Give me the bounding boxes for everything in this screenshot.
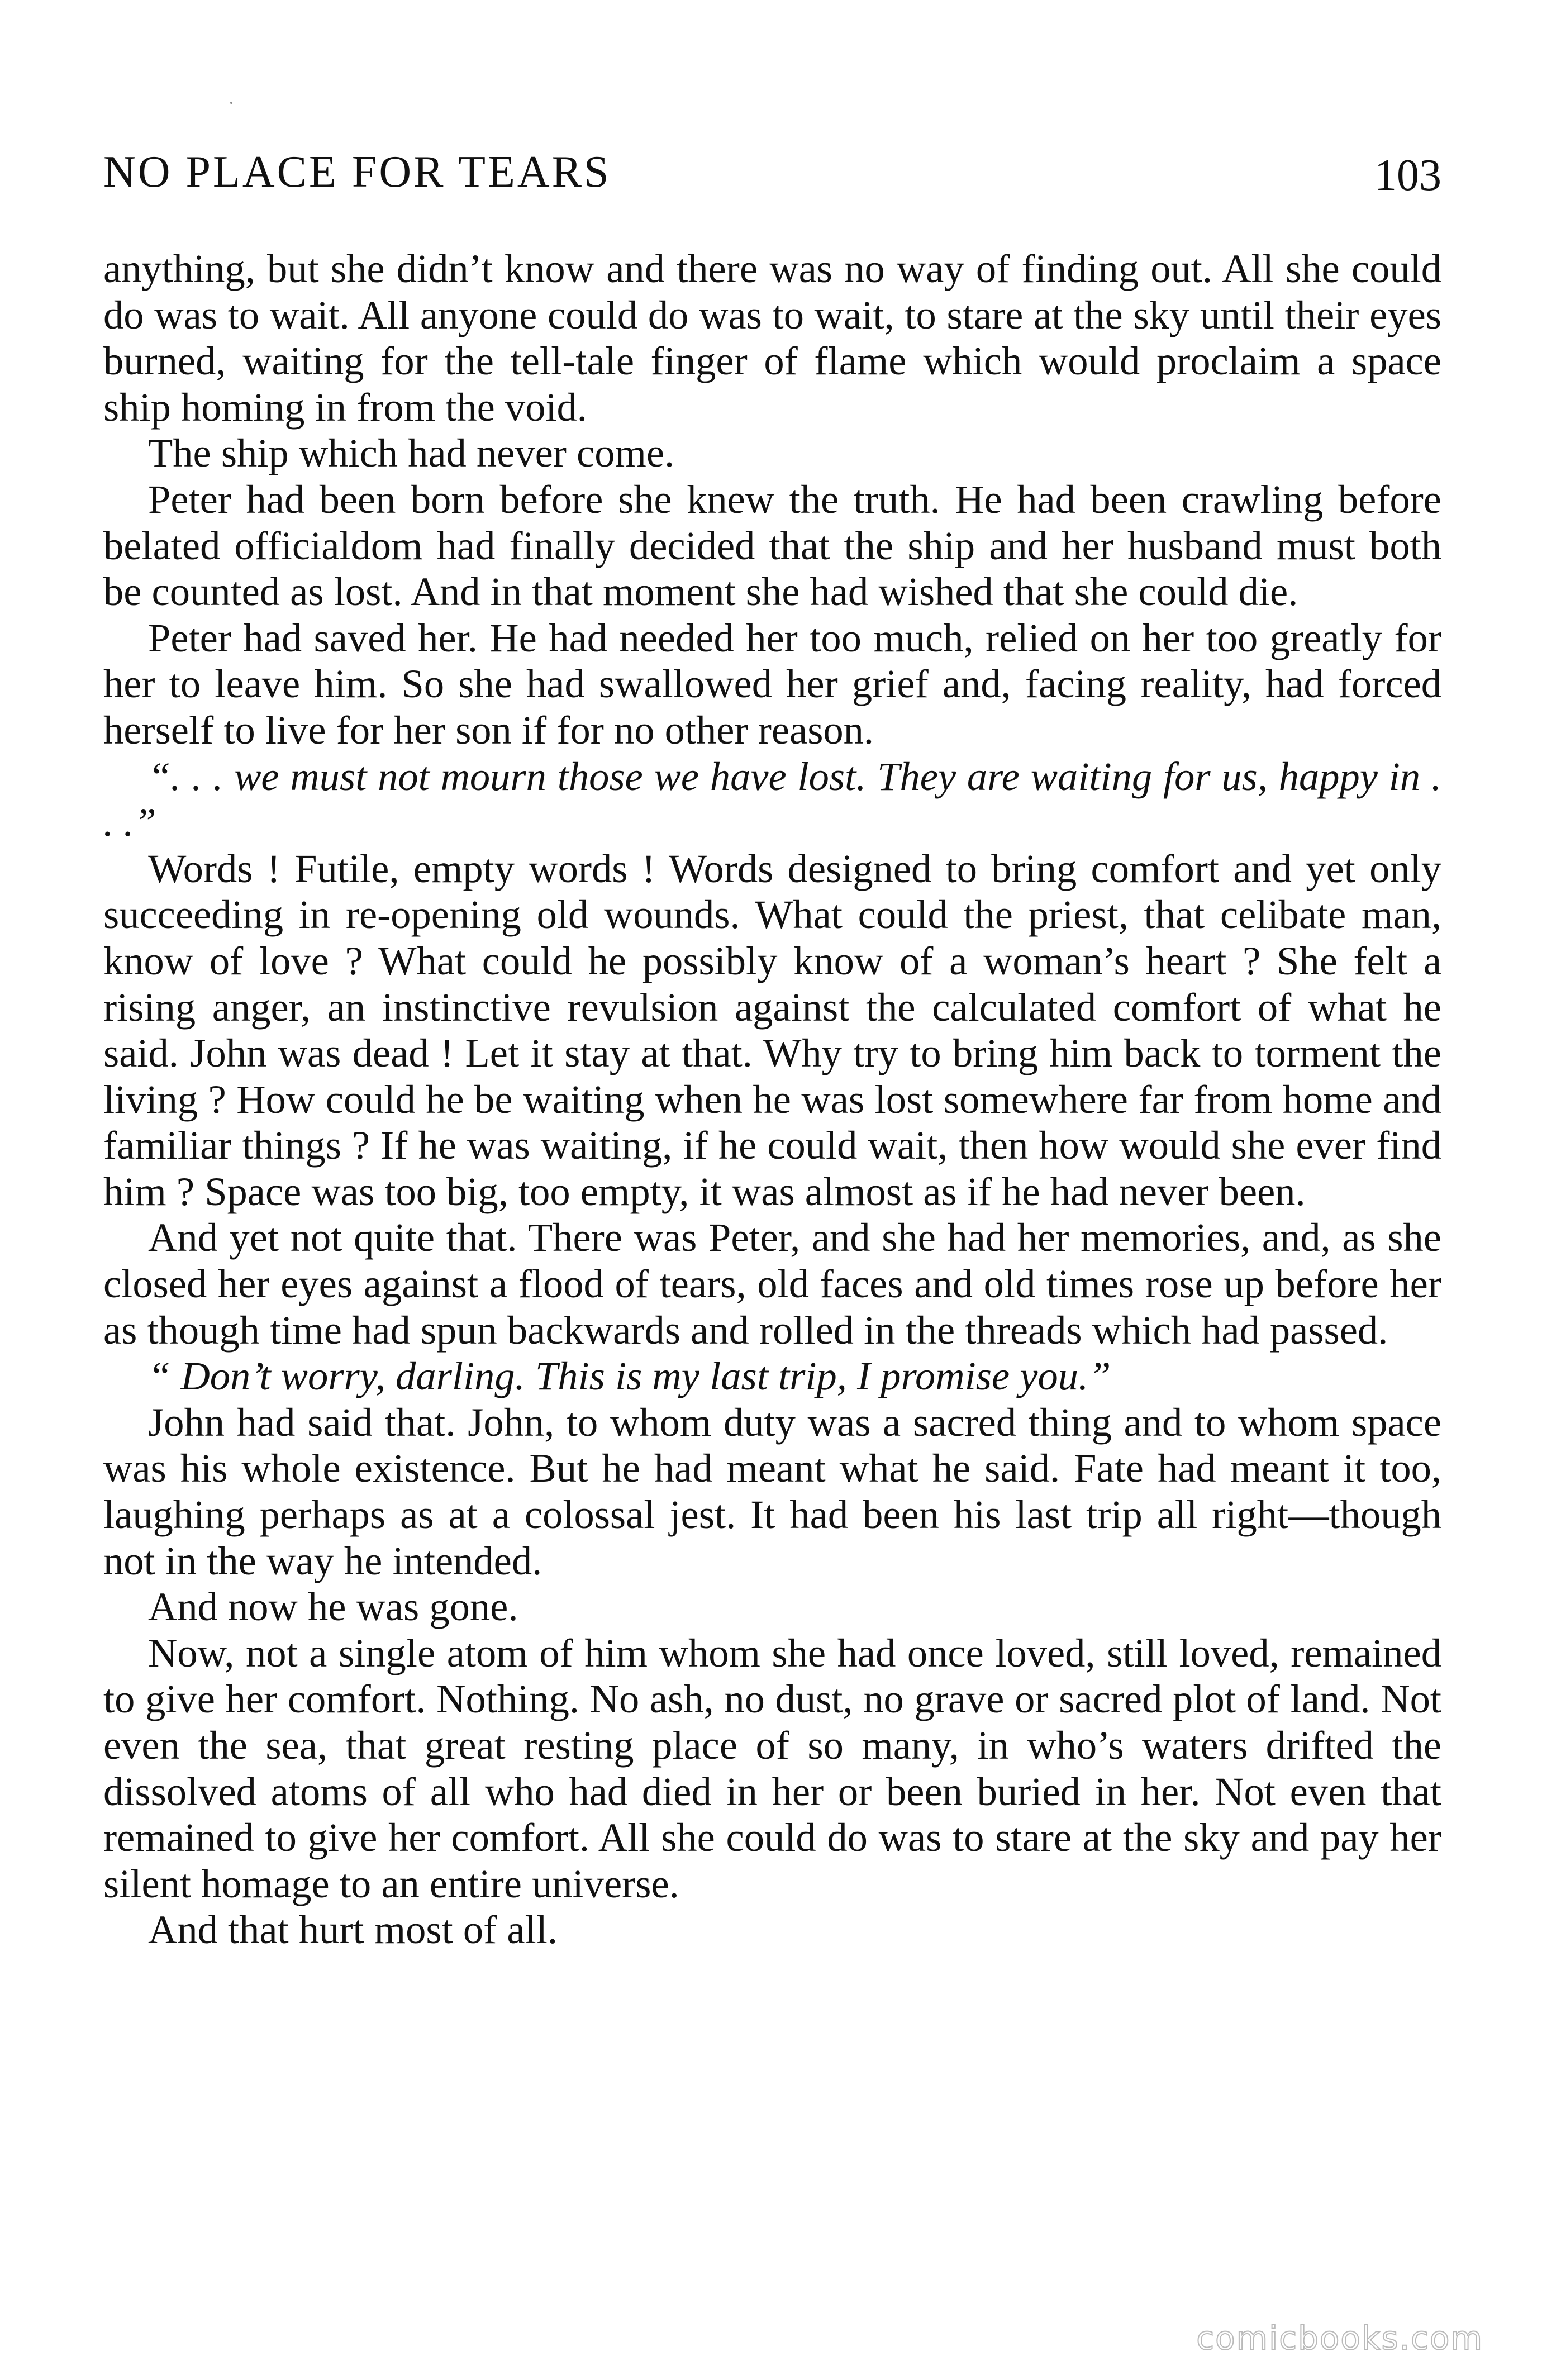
- paragraph: And now he was gone.: [148, 1584, 518, 1630]
- quoted-paragraph: “. . . we must not mourn those we have lost. They are waiting for us, happy in . . .”: [103, 753, 1441, 845]
- paragraph: anything, but she didn’t know and there was no way of finding out. All she could do was to wait. All anyone could do was to wait, to stare at the sky until their eyes burned, waiting for the tell-tale finger of flame which would proclaim a space ship homing in from the void.: [103, 246, 1441, 430]
- paragraph: Now, not a single atom of him whom she had once loved, still loved, remained to give her comfort. Nothing. No ash, no dust, no grave or sacred plot of land. Not even the sea, that great resting place of so many, in who’s waters drifted the dissolved atoms of all who had died in her or been buried in her. Not even that remained to give her comfort. All she could do was to stare at the sky and pay her silent homage to an entire universe.: [103, 1630, 1441, 1906]
- running-title: NO PLACE FOR TEARS: [103, 147, 611, 197]
- paragraph: Peter had been born before she knew the truth. He had been crawling before belated officialdom had finally decided that the ship and her husband must both be counted as lost. And in that moment she had wished that she could die.: [103, 476, 1441, 615]
- paragraph: The ship which had never come.: [148, 430, 675, 476]
- paragraph: And yet not quite that. There was Peter, and she had her memories, and, as she closed her eyes against a flood of tears, old faces and old times rose up before her as though time had spun backwards and rolled in the threads which had passed.: [103, 1215, 1441, 1353]
- page-number: 103: [1374, 151, 1441, 200]
- paragraph: And that hurt most of all.: [148, 1907, 558, 1953]
- paragraph: John had said that. John, to whom duty was a sacred thing and to whom space was his whole existence. But he had meant what he said. Fate had meant it too, laughing perhaps as at a colossal jest. It had been his last trip all right—though not in the way he intended.: [103, 1399, 1441, 1583]
- quoted-paragraph: “ Don’t worry, darling. This is my last trip, I promise you.”: [148, 1353, 1111, 1399]
- paragraph: Words ! Futile, empty words ! Words designed to bring comfort and yet only succeeding in re-opening old wounds. What could the priest, that celibate man, know of love ? What could he possibly know of a woman’s heart ? She felt a rising anger, an instinctive revulsion against the calculated comfort of what he said. John was dead ! Let it stay at that. Why try to bring him back to torment the living ? How could he be waiting when he was lost somewhere far from home and familiar things ? If he was waiting, if he could wait, then how would she ever find him ? Space was too big, too empty, it was almost as if he had never been.: [103, 845, 1441, 1214]
- body-text: [103, 246, 1441, 1953]
- watermark: comicbooks.com: [1196, 2319, 1483, 2357]
- paragraph: Peter had saved her. He had needed her too much, relied on her too greatly for her to leave him. So she had swallowed her grief and, facing reality, had forced herself to live for her son if for no other reason.: [103, 615, 1441, 753]
- page-header: [103, 144, 1441, 206]
- paper-speck: [230, 102, 232, 104]
